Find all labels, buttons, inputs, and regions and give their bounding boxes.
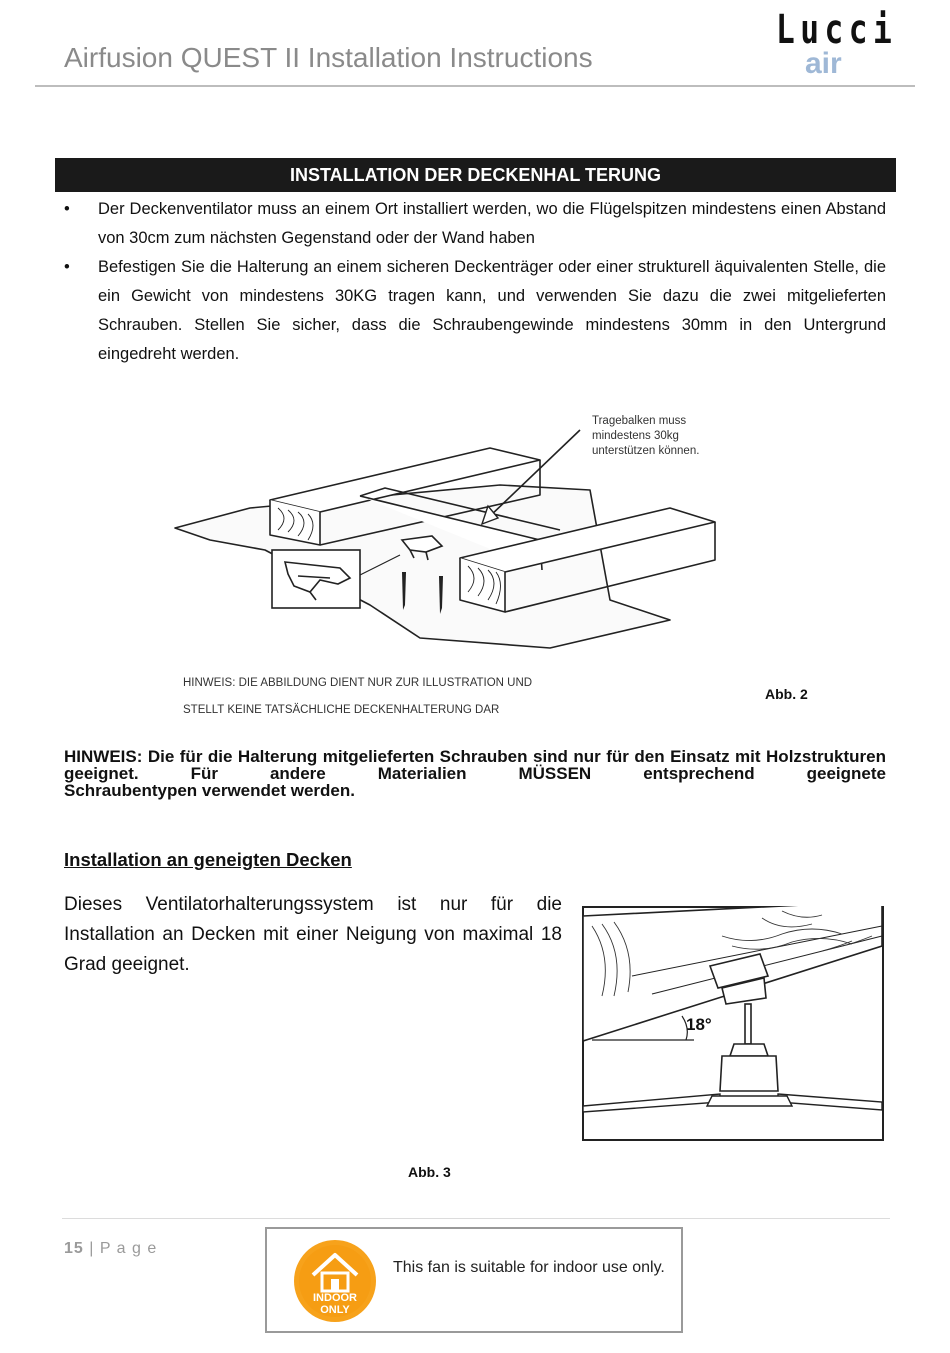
svg-text:Tragebalken muss mindesten — [592, 415, 699, 457]
callout-line-2: mindestens 30kg — [592, 430, 679, 442]
illustration-note-line-1: HINWEIS: DIE ABBILDUNG DIENT NUR ZUR ILLUSTRATION UND — [183, 677, 533, 689]
badge-line-1: INDOOR — [313, 1292, 357, 1304]
logo-subword: air — [805, 47, 842, 80]
footer-divider — [62, 1218, 890, 1219]
header-divider — [35, 85, 915, 87]
ceiling-bracket-illustration — [170, 400, 730, 730]
indoor-use-notice — [265, 1227, 683, 1333]
figure-3-caption: Abb. 3 — [408, 1164, 451, 1180]
page-label: | P a g e — [83, 1240, 158, 1257]
page-number — [64, 1240, 157, 1258]
instruction-bullet-clearance: • Der Deckenventilator muss an einem Ort installiert werden, wo die Flügelspitzen mindestens einen Abstand von 30cm zum nächsten Gegenstand oder der Wand haben — [64, 195, 886, 253]
angle-label: 18° — [686, 1015, 712, 1034]
sloped-ceiling-illustration — [582, 906, 884, 1141]
badge-line-2: ONLY — [320, 1304, 350, 1316]
instruction-list — [64, 195, 886, 369]
page-number-value: 15 — [64, 1240, 84, 1257]
logo-wordmark: Lucci — [776, 7, 898, 53]
figure-2-caption: Abb. 2 — [765, 686, 808, 702]
screw-note-line-2: Holzstrukturen geeignet. Für andere Materialien MÜSSEN entsprechend geeignete — [64, 747, 886, 783]
screw-note-line-3: Schraubentypen verwendet werden. — [64, 781, 355, 800]
lucci-air-logo — [776, 7, 898, 84]
svg-text:HINWEIS: DIE ABBILDUNG DIENT N — [183, 677, 535, 716]
instruction-bullet-mounting: • Befestigen Sie die Halterung an einem sicheren Deckenträger oder einer strukturell äquivalenten Stelle, die ein Gewicht von mindestens 30KG tragen kann, und verwenden Sie dazu die zwei mitgelieferten Schrauben. Stellen Sie sicher, dass die Schraubengewinde mindestens 30mm in den Untergrund eingedreht werden. — [64, 253, 886, 369]
screw-note-line-1: HINWEIS: Die für die Halterung mitgelieferten Schrauben sind nur für den Einsatz mit — [64, 747, 761, 766]
sloped-ceiling-text: Dieses Ventilatorhalterungssystem ist nur für die Installation an Decken mit einer Neigung von maximal 18 Grad geeignet. — [64, 894, 562, 975]
illustration-note-line-2: STELLT KEINE TATSÄCHLICHE DECKENHALTERUNG DAR — [183, 704, 500, 716]
section-heading-bar: INSTALLATION DER DECKENHAL TERUNG — [55, 158, 896, 192]
callout-line-3: unterstützen können. — [592, 445, 700, 457]
callout-line-1: Tragebalken muss — [592, 415, 687, 427]
document-title: Airfusion QUEST II Installation Instructions — [64, 42, 593, 73]
sloped-ceiling-heading: Installation an geneigten Decken — [64, 849, 352, 870]
screw-warning-note — [64, 748, 886, 799]
indoor-use-text: This fan is suitable for indoor use only. — [393, 1259, 665, 1276]
indoor-only-badge-icon — [293, 1239, 377, 1323]
